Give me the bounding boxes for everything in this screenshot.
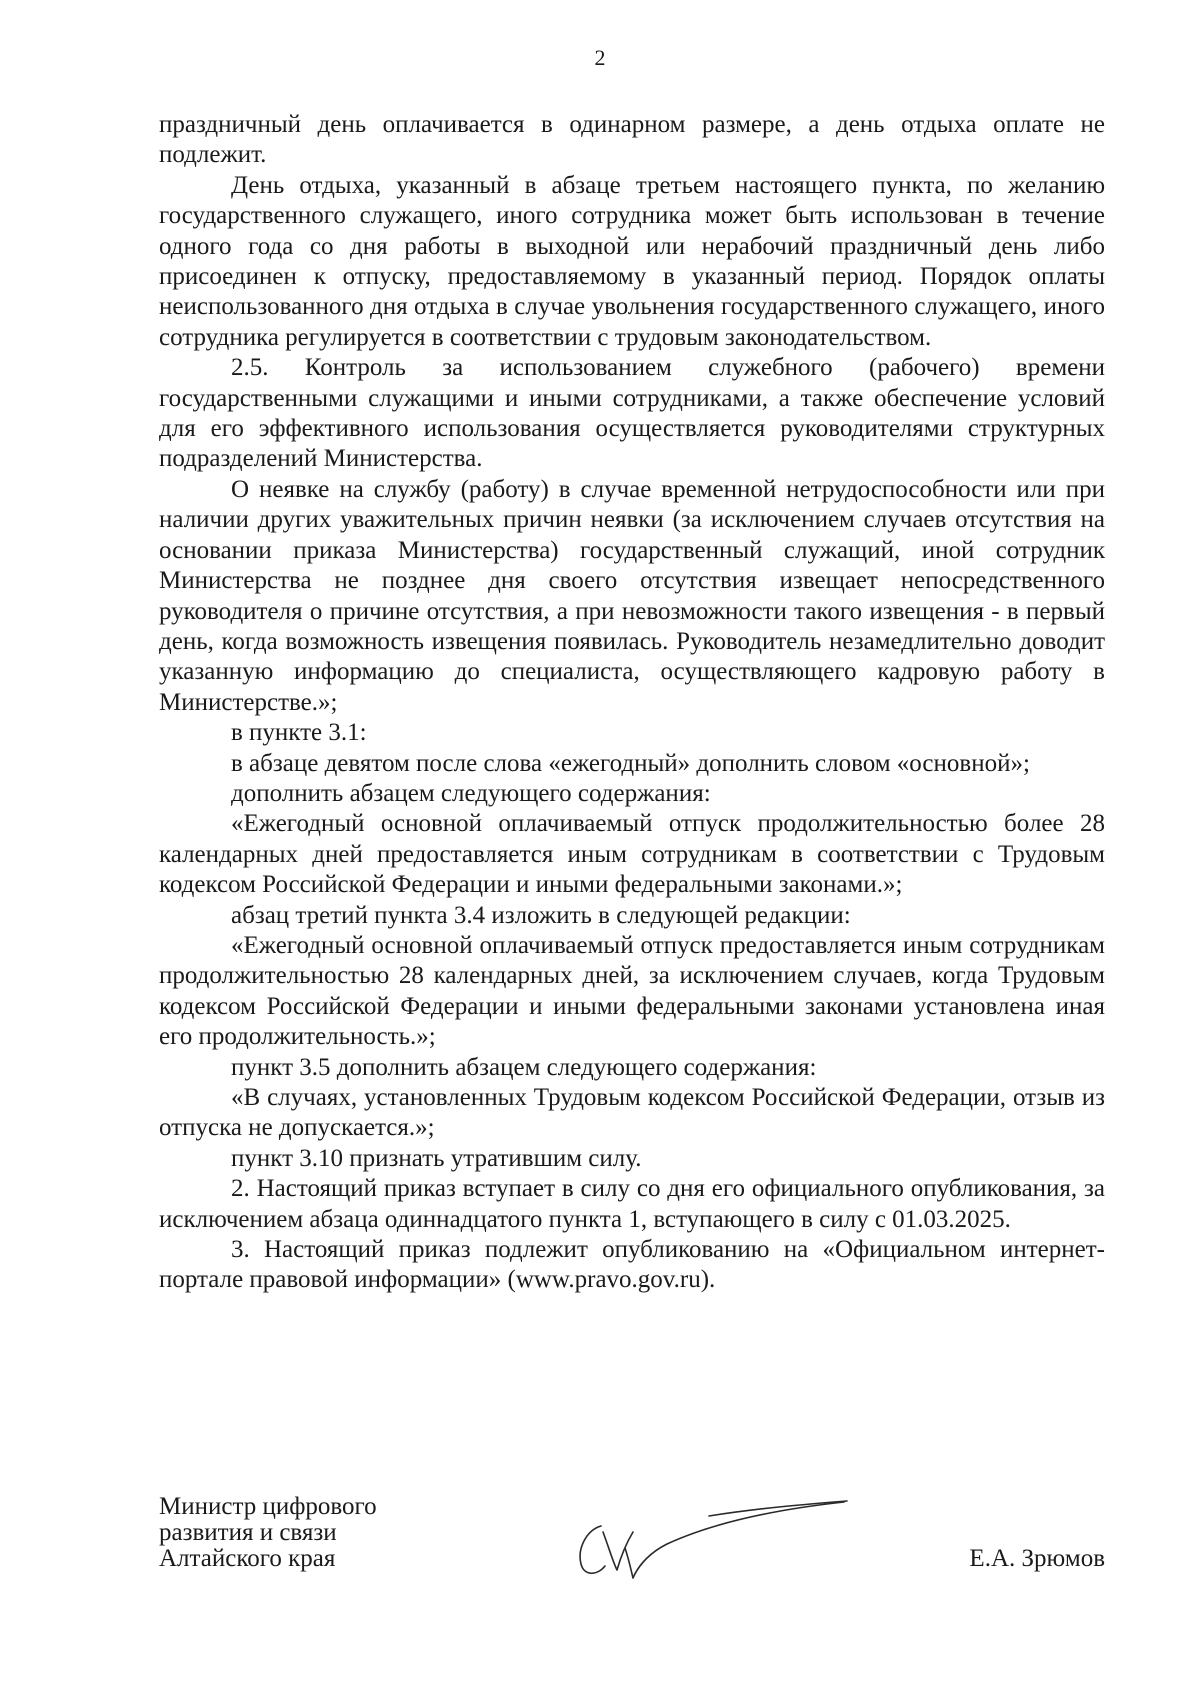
signer-title-line-2: развития и связи	[159, 1519, 337, 1546]
paragraph-15: 3. Настоящий приказ подлежит опубликованию на «Официальном интернет-портале правовой информации» (www.pravo.gov.ru).	[159, 1236, 1105, 1294]
paragraph-6: в абзаце девятом после слова «ежегодный» дополнить словом «основной»;	[231, 749, 1030, 777]
signer-title	[159, 1494, 377, 1572]
paragraph-7: дополнить абзацем следующего содержания:	[231, 779, 711, 807]
signer-title-line-1: Министр цифрового	[159, 1493, 377, 1520]
paragraph-12: «В случаях, установленных Трудовым кодексом Российской Федерации, отзыв из отпуска не допускается.»;	[159, 1084, 1105, 1142]
paragraph-9: абзац третий пункта 3.4 изложить в следующей редакции:	[231, 901, 851, 929]
signer-name: Е.А. Зрюмов	[969, 1545, 1105, 1572]
handwritten-signature	[559, 1486, 849, 1596]
document-body	[159, 110, 1105, 1296]
paragraph-8: «Ежегодный основной оплачиваемый отпуск продолжительностью более 28 календарных дней предоставляется иным сотрудникам в соответствии с Трудовым кодексом Российской Федерации и иными федеральными законами.»;	[159, 810, 1105, 899]
page-number: 2	[594, 45, 606, 70]
paragraph-3: 2.5. Контроль за использованием служебного (рабочего) времени государственными служащими и иными сотрудниками, а также обеспечение условий для его эффективного использования осуществляется руководителями структурных подразделений Министерства.	[159, 354, 1105, 473]
paragraph-5: в пункте 3.1:	[231, 719, 367, 747]
paragraph-14: 2. Настоящий приказ вступает в силу со дня его официального опубликования, за исключением абзаца одиннадцатого пункта 1, вступающего в силу с 01.03.2025.	[159, 1175, 1105, 1233]
paragraph-11: пункт 3.5 дополнить абзацем следующего содержания:	[231, 1053, 817, 1081]
paragraph-13: пункт 3.10 признать утратившим силу.	[231, 1144, 642, 1172]
paragraph-2: День отдыха, указанный в абзаце третьем настоящего пункта, по желанию государственного служащего, иного сотрудника может быть использован в течение одного года со дня работы в выходной или нерабочий праздничный день либо присоединен к отпуску, предоставляемому в указанный период. Порядок оплаты неиспользованного дня отдыха в случае увольнения государственного служащего, иного сотрудника регулируется в соответствии с трудовым законодательством.	[159, 171, 1105, 351]
paragraph-4: О неявке на службу (работу) в случае временной нетрудоспособности или при наличии других уважительных причин неявки (за исключением случаев отсутствия на основании приказа Министерства) государственный служащий, иной сотрудник Министерства не позднее дня своего отсутствия извещает непосредственного руководителя о причине отсутствия, а при невозможности такого извещения - в первый день, когда возможность извещения появилась. Руководитель незамедлительно доводит указанную информацию до специалиста, осуществляющего кадровую работу в Министерстве.»;	[159, 475, 1105, 716]
signature-block	[159, 1494, 1105, 1584]
signer-title-line-3: Алтайского края	[159, 1545, 336, 1572]
paragraph-1: праздничный день оплачивается в одинарном размере, а день отдыха оплате не подлежит.	[159, 111, 1105, 169]
paragraph-10: «Ежегодный основной оплачиваемый отпуск предоставляется иным сотрудникам продолжительностью 28 календарных дней, за исключением случаев, когда Трудовым кодексом Российской Федерации и иными федеральными законами установлена иная его продолжительность.»;	[159, 931, 1105, 1051]
